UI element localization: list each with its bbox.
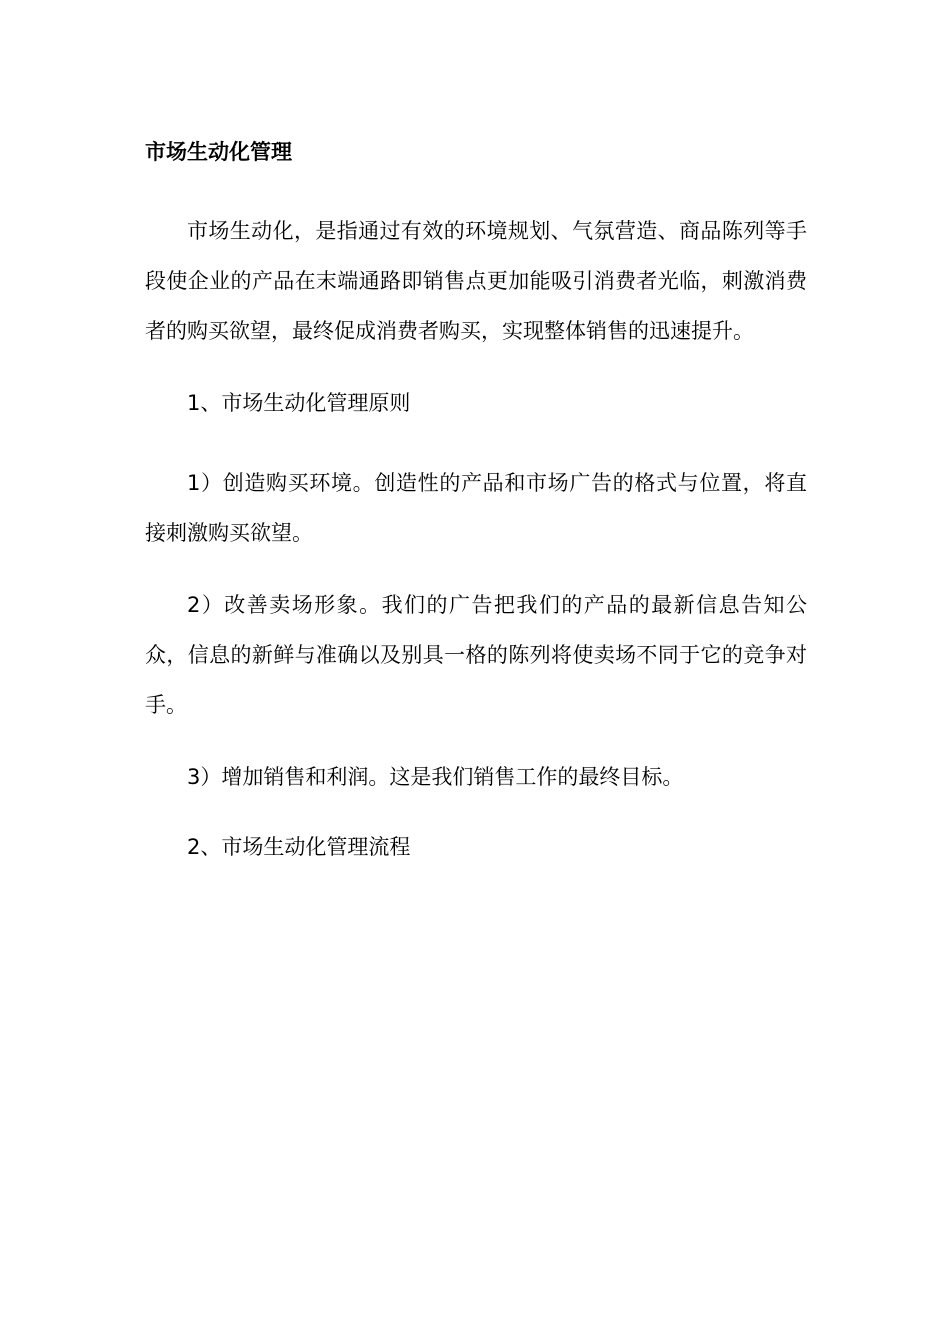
principle-item-1: 1）创造购买环境。创造性的产品和市场广告的格式与位置，将直接刺激购买欲望。 [145, 471, 807, 545]
principle-item-2: 2）改善卖场形象。我们的广告把我们的产品的最新信息告知公众，信息的新鲜与准确以及别具一格的陈列将使卖场不同于它的竞争对手。 [145, 593, 807, 717]
section-heading-principles: 1、市场生动化管理原则 [187, 391, 411, 415]
document-title: 市场生动化管理 [145, 140, 292, 164]
section-heading-process: 2、市场生动化管理流程 [187, 835, 411, 859]
principle-item-3: 3）增加销售和利润。这是我们销售工作的最终目标。 [187, 765, 684, 789]
intro-paragraph: 市场生动化，是指通过有效的环境规划、气氛营造、商品陈列等手段使企业的产品在末端通路即销售点更加能吸引消费者光临，刺激消费者的购买欲望，最终促成消费者购买，实现整体销售的迅速提升。 [145, 219, 807, 343]
document-body [145, 136, 807, 872]
